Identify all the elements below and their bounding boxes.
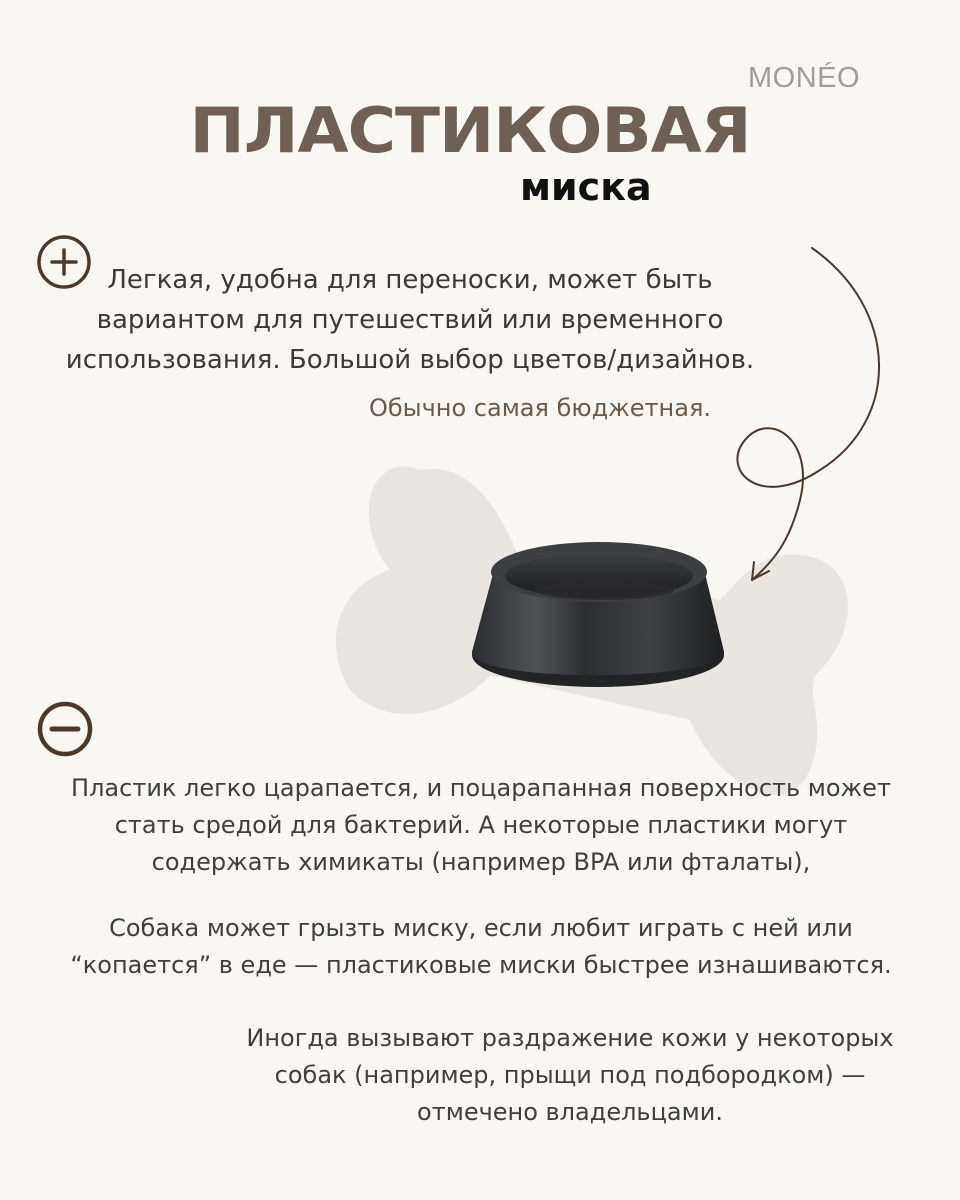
cons-paragraph: Пластик легко царапается, и поцарапанная поверхность может стать средой для бактерий. А некоторые пластики могут содержать химикаты (например BPA или фталаты), bbox=[71, 774, 891, 876]
pros-description: Легкая, удобна для переноски, может быть вариантом для путешествий или временного использования. Большой выбор цветов/дизайнов. bbox=[65, 265, 755, 375]
pros-note: Обычно самая бюджетная. bbox=[368, 394, 712, 422]
minus-circle-icon bbox=[36, 700, 94, 758]
dog-bowl bbox=[472, 542, 724, 687]
cons-paragraph: Иногда вызывают раздражение кожи у некоторых собак (например, прыщи под подбородком) — отмечено владельцами. bbox=[246, 1024, 894, 1126]
cons-paragraph: Собака может грызть миску, если любит играть с ней или “копается” в еде — пластиковые миски быстрее изнашиваются. bbox=[70, 914, 892, 979]
page-subtitle: миска bbox=[520, 165, 652, 209]
brand-logo: MONÉO bbox=[748, 62, 861, 94]
page-title: ПЛАСТИКОВАЯ bbox=[189, 93, 751, 168]
